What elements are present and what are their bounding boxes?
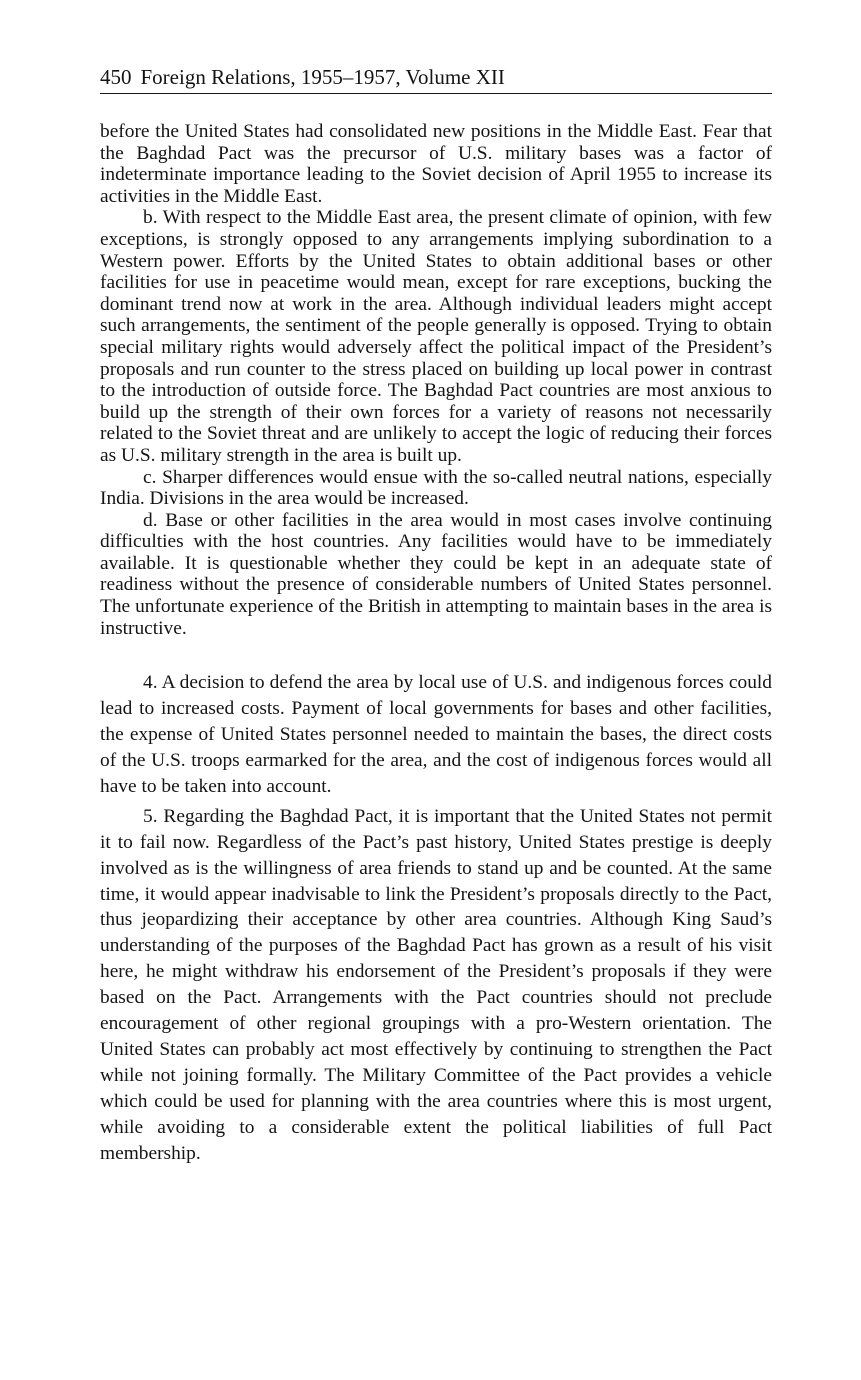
continued-section (100, 121, 772, 639)
page-number: 450 (100, 65, 132, 89)
paragraph-item-b: b. With respect to the Middle East area, the present climate of opinion, with few exceptions, is strongly opposed to any arrangements implying subordination to a Western power. Efforts by the United States to obtain additional bases or other facilities for use in peacetime would mean, except for rare exceptions, bucking the dominant trend now at work in the area. Although individual leaders might accept such arrangements, the sentiment of the people generally is opposed. Trying to obtain special military rights would adversely affect the political impact of the President’s proposals and run counter to the stress placed on building up local power in contrast to the introduction of outside force. The Baghdad Pact countries are most anxious to build up the strength of their own forces for a variety of reasons not necessarily related to the Soviet threat and are unlikely to accept the logic of reducing their forces as U.S. military strength in the area is built up. (100, 207, 772, 466)
paragraph-item-d: d. Base or other facilities in the area would in most cases involve continuing difficulties with the host countries. Any facilities would have to be immediately available. It is questionable whether they could be kept in an adequate state of readiness without the presence of considerable numbers of United States personnel. The unfortunate experience of the British in attempting to maintain bases in the area is instructive. (100, 509, 772, 639)
paragraph-item-5: 5. Regarding the Baghdad Pact, it is important that the United States not permit it to fail now. Regardless of the Pact’s past history, United States prestige is deeply involved as is the willingness of area friends to stand up and be counted. At the same time, it would appear inadvisable to link the President’s proposals directly to the Pact, thus jeopardizing their acceptance by other area countries. Although King Saud’s understanding of the purposes of the Baghdad Pact has grown as a result of his visit here, he might withdraw his endorsement of the President’s proposals if they were based on the Pact. Arrangements with the Pact countries should not preclude encouragement of other regional groupings with a pro-Western orientation. The United States can probably act most effectively by continuing to strengthen the Pact while not joining formally. The Military Committee of the Pact provides a vehicle which could be used for planning with the area countries where this is most urgent, while avoiding to a considerable extent the political liabilities of full Pact membership. (100, 805, 772, 1164)
numbered-section (100, 670, 772, 1166)
paragraph-item-c: c. Sharper differences would ensue with the so-called neutral nations, especially India. Divisions in the area would be increased. (100, 466, 772, 510)
volume-title: Foreign Relations, 1955–1957, Volume XII (140, 65, 505, 89)
document-page (100, 64, 772, 1170)
continuation-paragraph: before the United States had consolidated new positions in the Middle East. Fear that the Baghdad Pact was the precursor of U.S. military bases was a factor of indeterminate importance leading to the Soviet decision of April 1955 to increase its activities in the Middle East. (100, 121, 772, 207)
running-head (100, 64, 772, 94)
paragraph-item-4: 4. A decision to defend the area by local use of U.S. and indigenous forces could lead to increased costs. Payment of local governments for bases and other facilities, the expense of United States personnel needed to maintain the bases, the direct costs of the U.S. troops earmarked for the area, and the cost of indigenous forces would all have to be taken into account. (100, 672, 772, 797)
